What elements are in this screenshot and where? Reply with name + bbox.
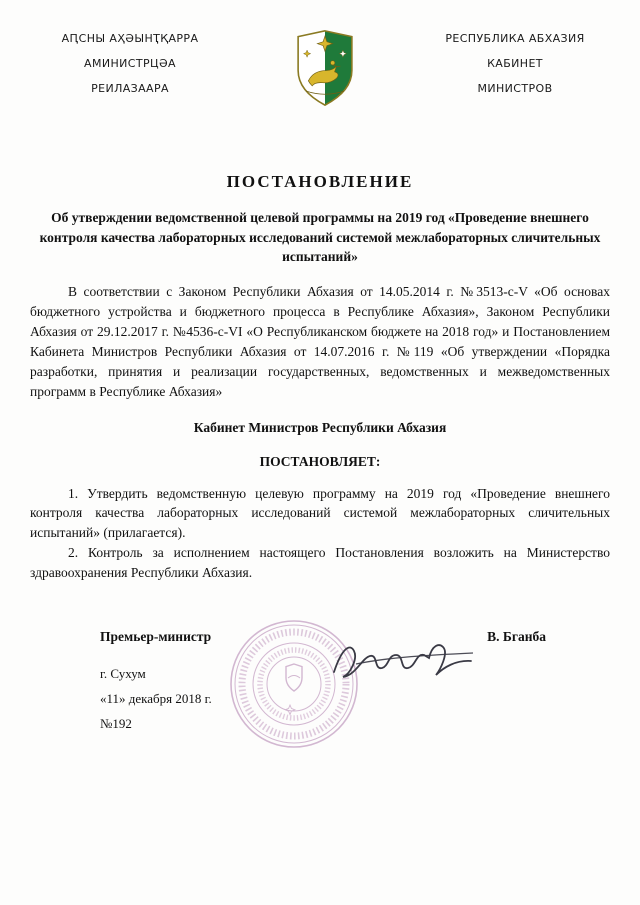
header-right-line-1: РЕСПУБЛИКА АБХАЗИЯ [445, 32, 585, 45]
header-right-line-2: КАБИНЕТ [487, 57, 543, 70]
header-abkhaz-block [30, 26, 230, 101]
header-left-line-2: АМИНИСТРЦӘА [84, 57, 176, 70]
document-header [30, 24, 610, 116]
header-right-line-3: МИНИСТРОВ [477, 82, 553, 95]
decree-item-1: 1. Утвердить ведомственную целевую программу на 2019 год «Проведение внешнего контроля качества лабораторных исследований системой межлабораторных сличительных испытаний» (прилагается). [30, 485, 610, 541]
signature-row [30, 629, 610, 645]
date-line: «11» декабря 2018 г. [100, 691, 212, 707]
header-russian-block [420, 26, 610, 101]
decree-word-line: ПОСТАНОВЛЯЕТ: [259, 453, 381, 469]
signatory-name: В. Бганба [487, 629, 546, 645]
header-left-line-3: РЕИЛАЗААРА [91, 82, 169, 95]
coat-of-arms-abkhazia-icon [293, 26, 357, 110]
header-left-line-1: АԤСНЫ АҲӘЫНҬҚАРРА [61, 32, 199, 45]
place-line: г. Сухум [100, 666, 146, 682]
issuing-body-line: Кабинет Министров Республики Абхазия [193, 419, 447, 435]
decree-item-2: 2. Контроль за исполнением настоящего Постановления возложить на Министерство здравоохранения Республики Абхазия. [30, 545, 610, 581]
handwritten-signature-icon [328, 630, 478, 690]
decree-items [30, 484, 610, 584]
document-number-line: №192 [100, 716, 132, 732]
signatory-role: Премьер-министр [100, 629, 212, 645]
preamble-paragraph: В соответствии с Законом Республики Абхазия от 14.05.2014 г. №3513-с-V «Об основах бюджетного устройства и бюджетного процесса в Республике Абхазия», Законом Республики Абхазия от 29.12.2017 г. №4536-с-VI «О Республиканском бюджете на 2018 год» и Постановлением Кабинета Министров Республики Абхазия от 14.07.2016 г. №119 «Об утверждении «Порядка разработки, принятия и реализации государственных, ведомственных и межведомственных программ в Республике Абхазия» [30, 283, 610, 399]
document-title: ПОСТАНОВЛЕНИЕ [226, 172, 414, 191]
document-subtitle: Об утверждении ведомственной целевой программы на 2019 год «Проведение внешнего контроля качества лабораторных исследований системой межлабораторных сличительных испытаний» [39, 210, 601, 265]
